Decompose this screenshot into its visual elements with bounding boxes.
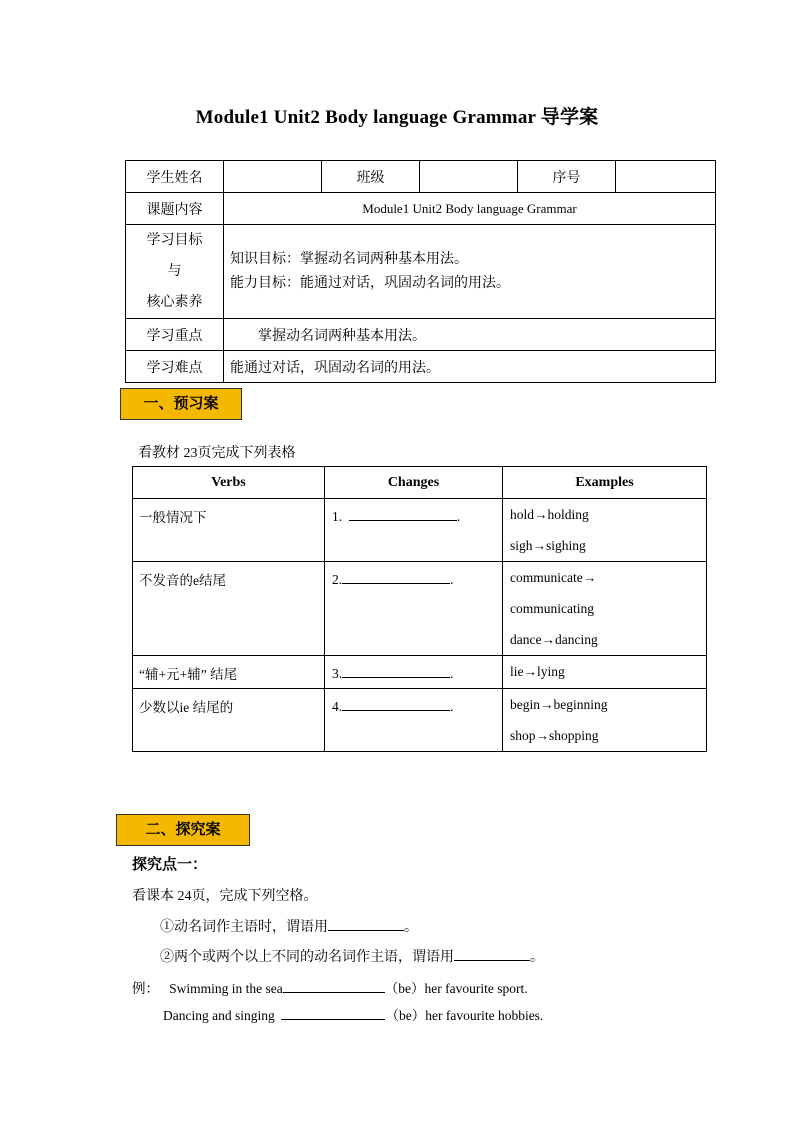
example-text: communicating xyxy=(510,601,594,616)
example-label: 例： xyxy=(132,981,159,996)
table-row xyxy=(133,499,707,562)
item1-end: 。 xyxy=(404,920,418,935)
student-info-table xyxy=(125,160,716,383)
change-cell[interactable]: 1. . xyxy=(325,499,503,562)
item2-end: 。 xyxy=(530,950,544,965)
class-label: 班级 xyxy=(322,161,420,193)
table-row xyxy=(133,689,707,752)
seat-label: 序号 xyxy=(518,161,616,193)
topic-label: 课题内容 xyxy=(126,193,224,225)
item1-blank[interactable] xyxy=(328,916,404,931)
seat-field[interactable] xyxy=(616,161,716,193)
explore-item-1 xyxy=(160,916,418,936)
item1-text: ①动名词作主语时，谓语用 xyxy=(160,920,328,935)
change-number: 4. xyxy=(332,699,343,714)
example1-blank[interactable] xyxy=(283,978,385,993)
goal-knowledge: 知识目标：掌握动名词两种基本用法。 xyxy=(230,251,468,267)
header-examples: Examples xyxy=(503,467,707,499)
class-field[interactable] xyxy=(420,161,518,193)
change-cell[interactable]: 3. . xyxy=(325,656,503,689)
goal-ability: 能力目标：能通过对话，巩固动名词的用法。 xyxy=(230,275,510,291)
answer-blank[interactable] xyxy=(342,569,450,584)
focus-label: 学习重点 xyxy=(126,319,224,351)
answer-blank[interactable] xyxy=(349,506,457,521)
topic-value: Module1 Unit2 Body language Grammar xyxy=(224,193,716,225)
example-text: dance→dancing xyxy=(510,632,598,647)
example-text: shop→shopping xyxy=(510,728,599,743)
goals-label xyxy=(126,225,224,319)
goals-label-line1: 学习目标 xyxy=(146,233,203,248)
example-text: sigh→sighing xyxy=(510,538,586,553)
table-row xyxy=(133,562,707,656)
explore-instruction: 看课本 24页，完成下列空格。 xyxy=(132,889,318,904)
example-text: lie→lying xyxy=(510,664,565,679)
difficulty-label: 学习难点 xyxy=(126,351,224,383)
section-explore-label: 二、探究案 xyxy=(116,814,250,846)
change-number: 3. xyxy=(332,666,343,681)
examples-cell xyxy=(503,562,707,656)
goals-value xyxy=(224,225,716,319)
example2-rest: （be）her favourite hobbies. xyxy=(385,1008,544,1023)
verb-cell: “辅+元+辅” 结尾 xyxy=(133,656,325,689)
verbs-table xyxy=(132,466,707,752)
table-row xyxy=(133,656,707,689)
header-verbs: Verbs xyxy=(133,467,325,499)
goals-label-line3: 核心素养 xyxy=(146,295,203,310)
name-field[interactable] xyxy=(224,161,322,193)
name-label: 学生姓名 xyxy=(126,161,224,193)
example-text: begin→beginning xyxy=(510,697,608,712)
item2-text: ②两个或两个以上不同的动名词作主语，谓语用 xyxy=(160,950,454,965)
change-cell[interactable]: 2. . xyxy=(325,562,503,656)
example1-rest: （be）her favourite sport. xyxy=(384,981,528,996)
explore-point-heading: 探究点一： xyxy=(132,857,208,873)
example-text: communicate→ xyxy=(510,570,597,585)
example2-subject: Dancing and singing xyxy=(163,1008,275,1023)
header-changes: Changes xyxy=(325,467,503,499)
explore-item-2 xyxy=(160,946,544,966)
verb-cell: 不发音的e结尾 xyxy=(133,562,325,656)
example-line-2 xyxy=(163,1004,543,1024)
preview-instruction: 看教材 23页完成下列表格 xyxy=(138,446,296,461)
goals-label-line2: 与 xyxy=(167,264,182,279)
examples-cell xyxy=(503,689,707,752)
change-number: 1. xyxy=(332,509,343,524)
change-cell[interactable]: 4. . xyxy=(325,689,503,752)
example-text: hold→holding xyxy=(510,507,589,522)
examples-cell xyxy=(503,499,707,562)
item2-blank[interactable] xyxy=(454,946,530,961)
example-line-1 xyxy=(132,977,528,997)
change-number: 2. xyxy=(332,572,343,587)
answer-blank[interactable] xyxy=(342,663,450,678)
verb-cell: 少数以ie 结尾的 xyxy=(133,689,325,752)
examples-cell xyxy=(503,656,707,689)
page-title: Module1 Unit2 Body language Grammar 导学案 xyxy=(195,107,599,128)
verb-cell: 一般情况下 xyxy=(133,499,325,562)
answer-blank[interactable] xyxy=(342,696,450,711)
focus-value: 掌握动名词两种基本用法。 xyxy=(224,319,716,351)
example1-subject: Swimming in the sea xyxy=(169,981,283,996)
example2-blank[interactable] xyxy=(281,1005,385,1020)
section-preview-label: 一、预习案 xyxy=(120,388,242,420)
difficulty-value: 能通过对话，巩固动名词的用法。 xyxy=(224,351,716,383)
